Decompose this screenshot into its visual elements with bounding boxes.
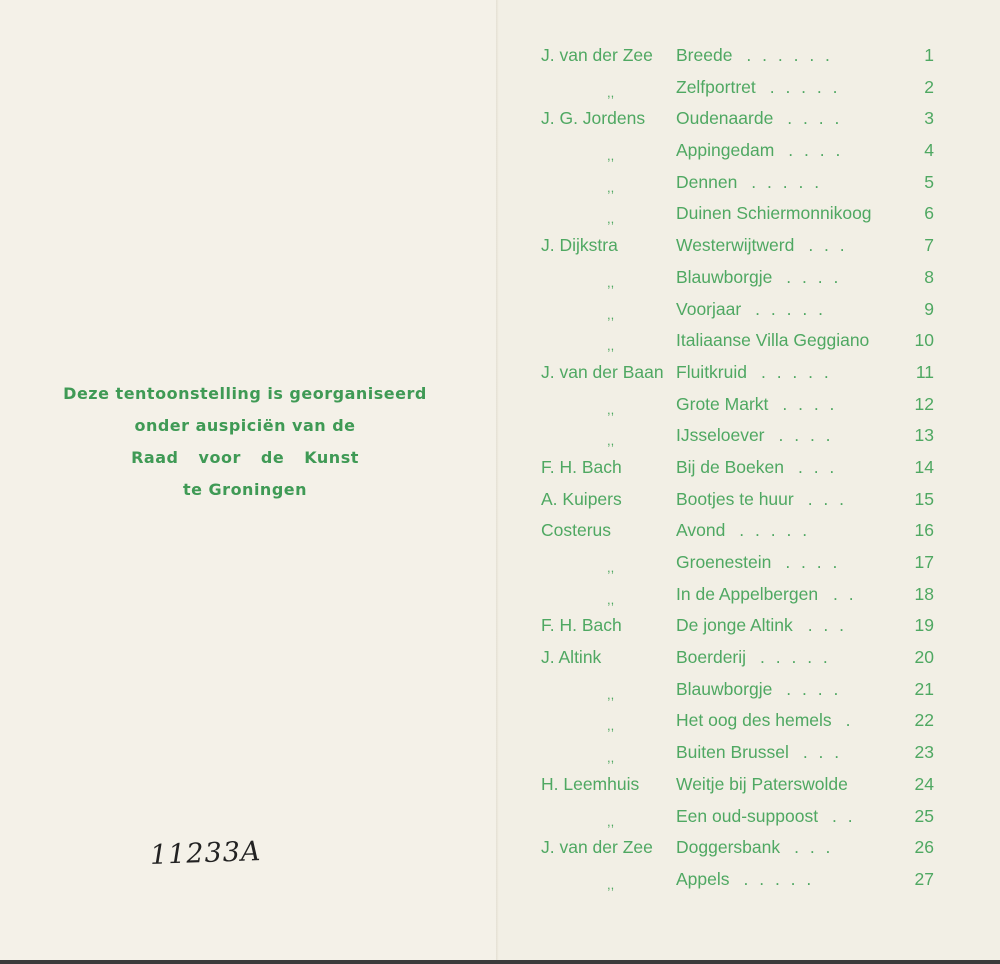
artwork-title: Doggersbank [676,837,781,858]
artwork-title: Een oud-suppoost [676,805,819,826]
artist-name: J. van der Baan [541,361,664,382]
catalogue-number: 25 [914,805,934,826]
catalogue-entry [541,864,941,896]
dot-leader: . . . . . [760,361,832,382]
ditto-mark: ,, [607,401,615,417]
artwork-title: In de Appelbergen [676,583,819,604]
catalogue-number: 8 [924,266,934,287]
artwork-title: Buiten Brussel [676,742,789,763]
catalogue-entry [541,515,941,547]
dot-leader: . . . . . [769,76,841,97]
dot-leader: . . . . . [739,520,811,541]
artwork-title: Breede [676,45,733,65]
catalogue-number: 5 [924,171,934,192]
dot-leader: . . . . [786,266,842,287]
artwork-title: Grote Markt [676,393,769,414]
ditto-mark: ,, [607,211,615,227]
catalogue-number: 9 [924,298,934,319]
note-line: Deze tentoonstelling is georganiseerd [63,384,427,403]
catalogue-number: 27 [914,868,934,889]
artist-name: F. H. Bach [541,615,622,636]
catalogue-entry [541,579,941,611]
page-bottom-edge [0,960,1000,964]
artwork-title: Italiaanse Villa Geggiano [676,330,870,351]
ditto-mark: ,, [607,560,615,575]
note-line: te Groningen [182,480,308,499]
dot-leader: . . . . [786,678,842,699]
artist-name: J. G. Jordens [541,108,646,129]
artist-name: J. Dijkstra [541,235,618,256]
artwork-title: Weitje bij Paterswolde [676,773,848,794]
catalogue-entry [541,484,941,516]
catalogue-number: 15 [914,488,934,509]
catalogue-entry [541,40,941,72]
catalogue-number: 17 [914,552,934,572]
catalogue-entry [541,325,941,357]
artist-name: F. H. Bach [541,456,622,477]
dot-leader: . . . . [788,140,844,161]
dot-leader: . . . . [782,393,838,414]
artwork-title: Oudenaarde [676,108,774,129]
ditto-mark: ,, [607,686,615,702]
page-fold [496,0,499,964]
catalogue-entry [541,832,941,864]
artwork-title: Avond [676,520,726,541]
catalogue-number: 1 [924,45,934,65]
artwork-title: Bij de Boeken [676,456,784,477]
catalogue-number: 6 [924,203,934,224]
catalogue-entry [541,167,941,199]
catalogue-number: 22 [914,710,934,731]
ditto-mark: ,, [607,718,615,734]
catalogue-entry [541,737,941,769]
catalogue-entry [541,135,941,167]
catalogue-entry [541,452,941,484]
artwork-title: Het oog des hemels [676,710,832,731]
catalogue-number: 26 [914,837,934,858]
artwork-title: Dennen [676,171,738,192]
catalogue-entry [541,547,941,579]
artwork-title: Blauwborgje [676,678,773,699]
catalogue-number: 19 [914,615,934,636]
catalogue-number: 14 [914,456,934,477]
ditto-mark: ,, [607,84,615,100]
note-line: Raad voor de Kunst [131,448,359,467]
catalogue-entry [541,420,941,452]
catalogue-entry [541,801,941,833]
artist-name: J. van der Zee [541,837,653,858]
catalogue-number: 23 [914,742,934,763]
catalogue-list [541,40,941,896]
artwork-title: Appingedam [676,140,775,161]
catalogue-entry [541,674,941,706]
dot-leader: . . . [794,837,834,858]
catalogue-number: 18 [914,583,934,604]
catalogue-number: 7 [924,235,934,256]
dot-leader: . . . [807,488,848,509]
catalogue-entry [541,230,941,262]
artwork-title: De jonge Altink [676,615,793,636]
catalogue-entry [541,198,941,230]
catalogue-number: 24 [914,773,934,794]
catalogue-number: 2 [924,76,934,97]
catalogue-entry [541,72,941,104]
ditto-mark: ,, [607,179,615,195]
dot-leader: . . . [797,456,838,477]
ditto-mark: ,, [607,433,615,449]
artwork-title: Groenestein [676,552,772,572]
ditto-mark: ,, [607,813,615,829]
dot-leader: . . . . [785,552,841,572]
artwork-title: Duinen Schiermonnikoog [676,203,872,224]
dot-leader: . . . [808,235,848,256]
dot-leader: . . . . . [743,868,815,889]
artwork-title: IJsseloever [676,425,765,446]
ditto-mark: ,, [607,876,615,892]
ditto-mark: ,, [607,306,615,322]
artist-name: J. Altink [541,647,602,668]
catalogue-number: 13 [914,425,934,446]
artwork-title: Boerderij [676,647,747,668]
organizer-note [40,378,450,506]
dot-leader: . . . . . [760,647,831,668]
artist-name: Costerus [541,520,612,541]
artwork-title: Bootjes te huur [676,488,794,509]
catalogue-entry [541,642,941,674]
ditto-mark: ,, [607,750,615,766]
catalogue-number: 12 [914,393,934,414]
dot-leader: . . . [807,615,848,636]
catalogue-number: 16 [914,520,934,541]
catalogue-number: 10 [914,330,934,351]
note-line: onder auspiciën van de [134,416,356,435]
artwork-title: Westerwijtwerd [676,235,795,256]
catalogue-entry [541,705,941,737]
catalogue-number: 11 [915,361,934,382]
catalogue-entry [541,389,941,421]
ditto-mark: ,, [607,274,615,290]
artist-name: J. van der Zee [541,45,653,65]
artwork-title: Appels [676,868,730,889]
catalogue-entry [541,769,941,801]
catalogue-number: 4 [924,140,934,161]
artist-name: H. Leemhuis [541,773,640,794]
dot-leader: . . [833,583,857,604]
dot-leader: . . . . [787,108,843,129]
artwork-title: Blauwborgje [676,266,773,287]
dot-leader: . [845,710,854,731]
ditto-mark: ,, [607,591,615,607]
catalogue-entry [541,103,941,135]
catalogue-number: 20 [914,647,934,668]
handwritten-catalogue-number: 11233A [149,836,262,871]
artwork-title: Fluitkruid [676,361,747,382]
dot-leader: . . [832,805,856,826]
ditto-mark: ,, [607,148,615,164]
catalogue-entry [541,357,941,389]
catalogue-entry [541,610,941,642]
dot-leader: . . . [802,742,843,763]
artwork-title: Voorjaar [676,298,742,319]
catalogue-entry [541,262,941,294]
dot-leader: . . . . [778,425,834,446]
catalogue-entry [541,294,941,326]
dot-leader: . . . . . [751,171,823,192]
dot-leader: . . . . . [755,298,826,319]
ditto-mark: ,, [607,338,615,354]
artist-name: A. Kuipers [541,488,622,509]
artwork-title: Zelfportret [676,76,756,97]
catalogue-number: 3 [924,108,934,129]
catalogue-number: 21 [914,678,934,699]
dot-leader: . . . . . . [746,45,833,65]
